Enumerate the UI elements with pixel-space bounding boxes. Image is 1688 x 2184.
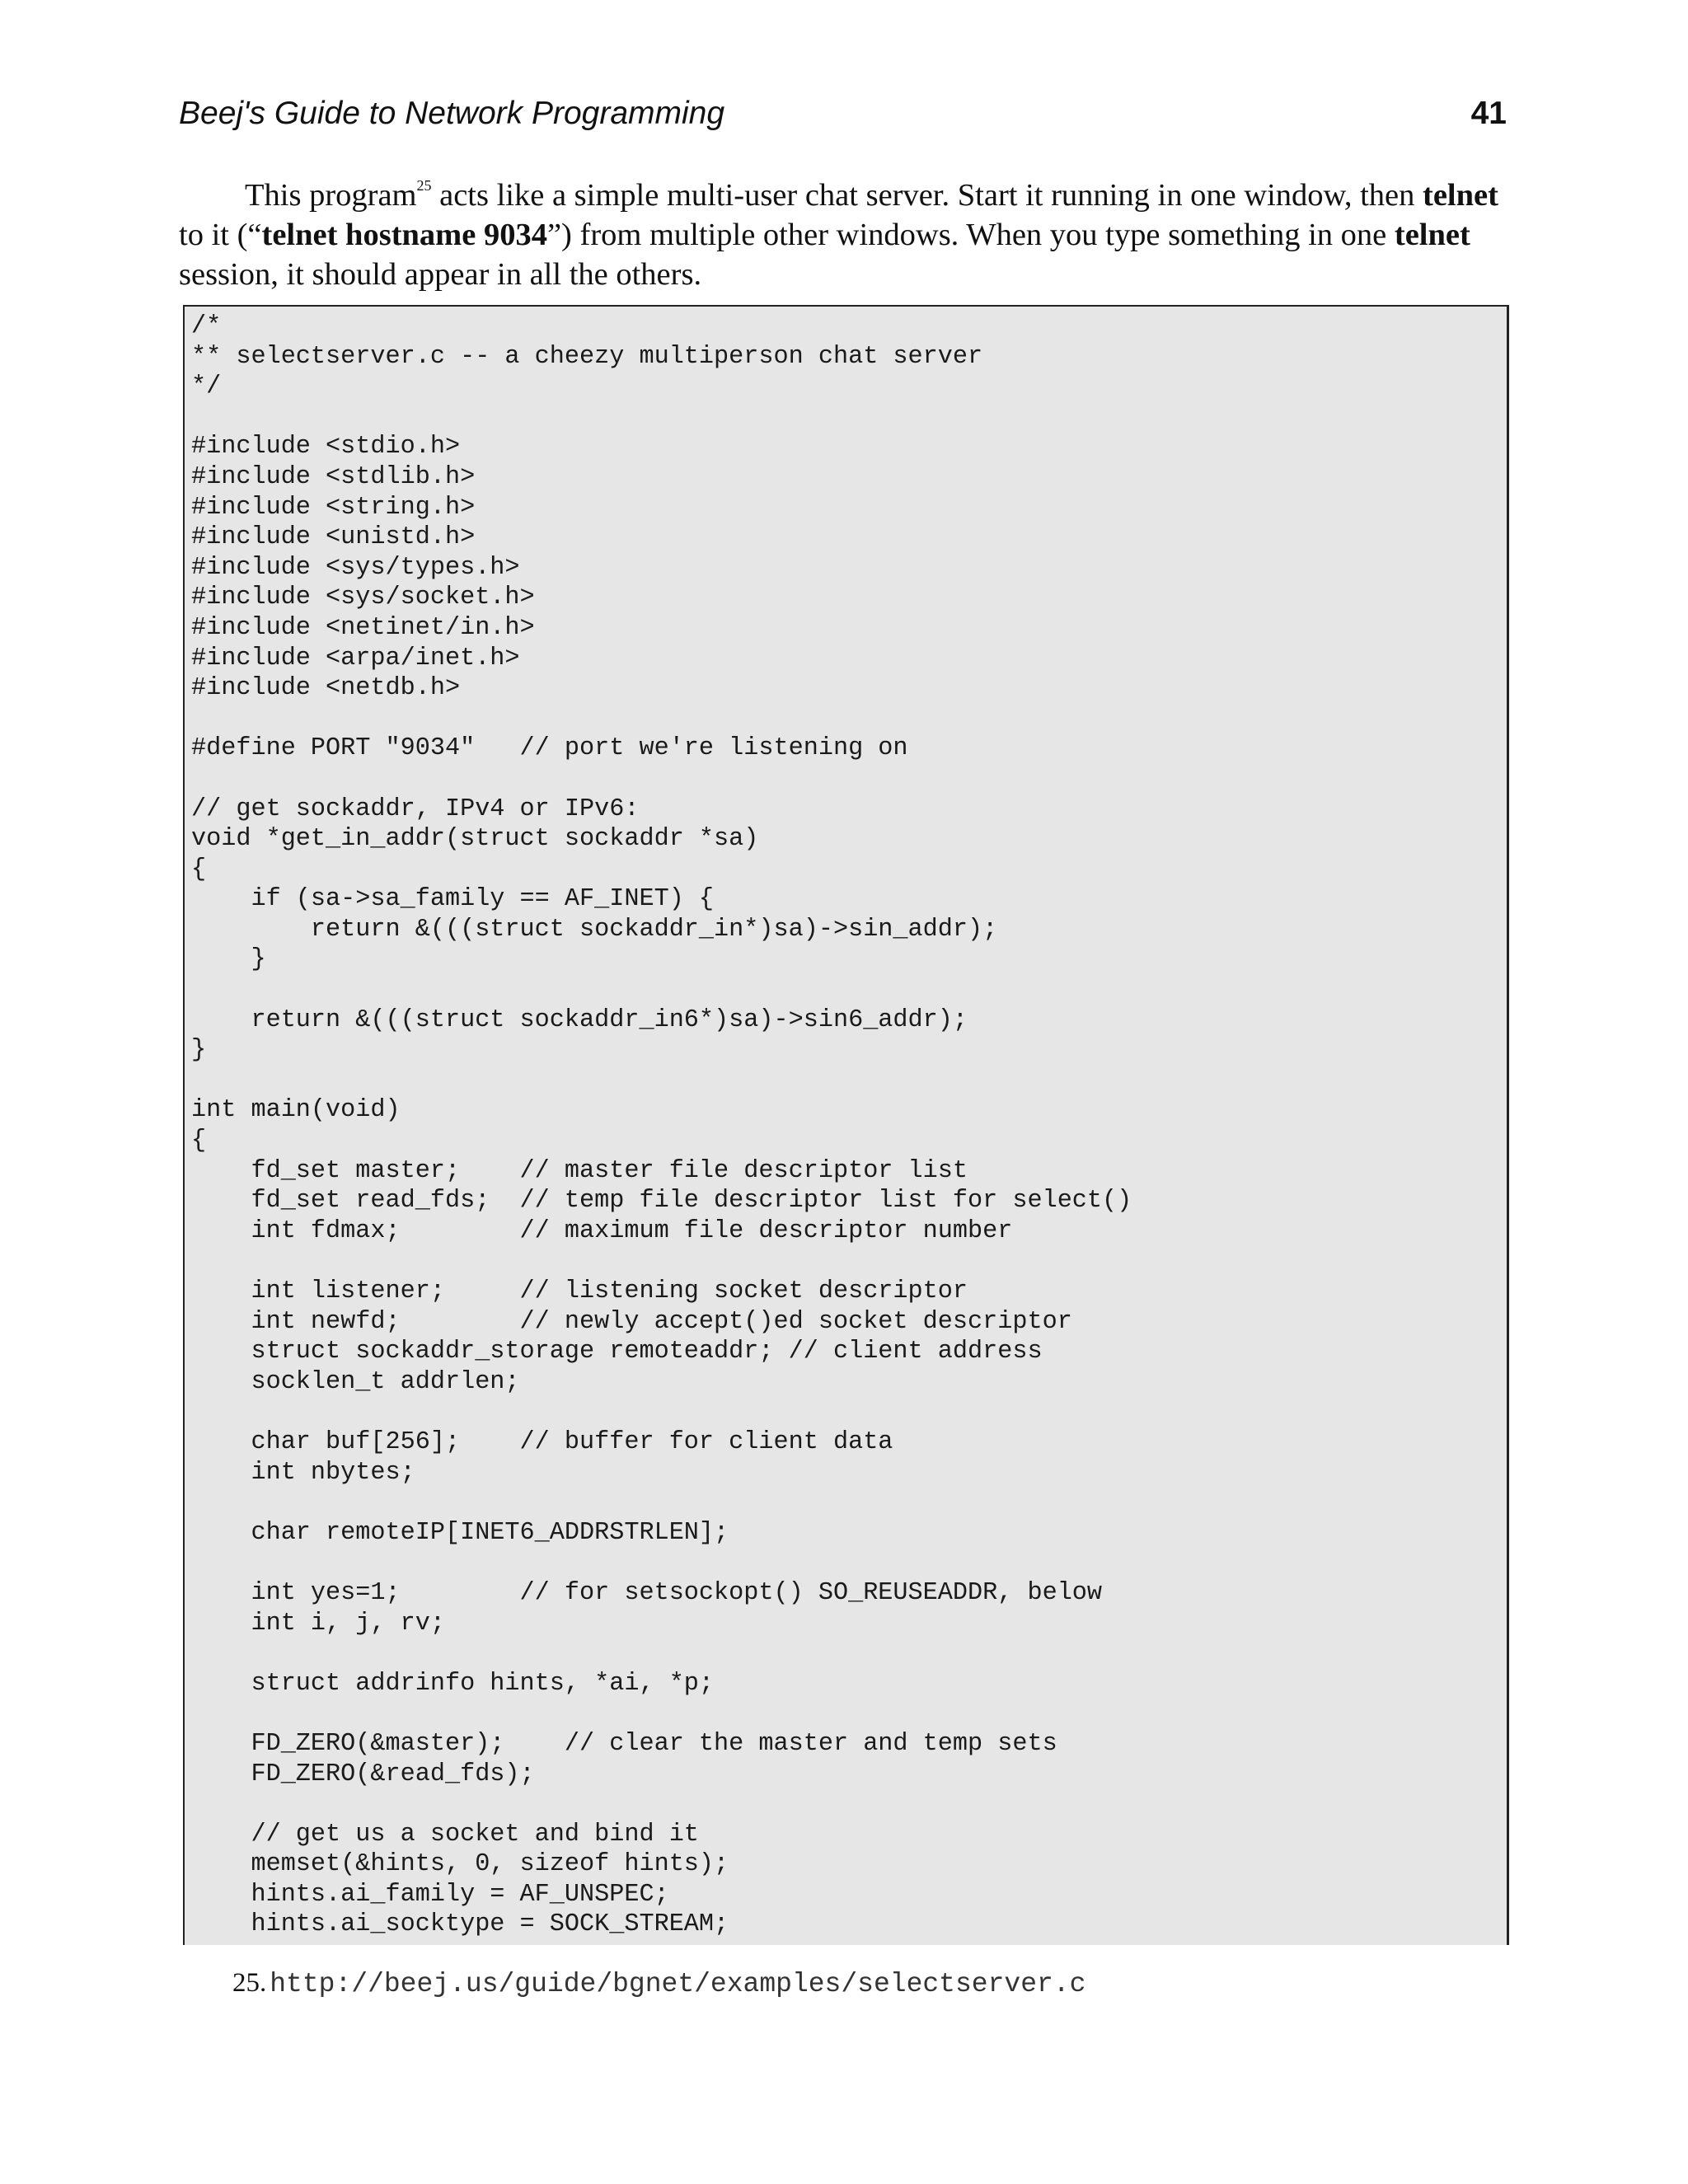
footnote-reference: 25 — [416, 177, 432, 194]
intro-text: to it (“ — [179, 218, 262, 252]
footnote — [232, 1963, 1085, 2008]
command-telnet: telnet — [1394, 218, 1470, 252]
code-listing: /* ** selectserver.c -- a cheezy multiperson chat server */ #include <stdio.h> #include <stdlib.h> #include <string.h> #include <unistd.h> #include <sys/types.h> #include <sys/socket.h> #include <netinet/in.h> #include <arpa/inet.h> #include <netdb.h> #define PORT "9034" // port we're listening on // get sockaddr, IPv4 or IPv6: void *get_in_addr(struct sockaddr *sa) { if (sa->sa_family == AF_INET) { return &(((struct sockaddr_in*)sa)->sin_addr); } return &(((struct sockaddr_in6*)sa)->sin6_addr); } int main(void) { fd_set master; // master file descriptor list fd_set read_fds; // temp file descriptor list for select() int fdmax; // maximum file descriptor number int listener; // listening socket descriptor int newfd; // newly accept()ed socket descriptor struct sockaddr_storage remoteaddr; // client address socklen_t addrlen; char buf[256]; // buffer for client data int nbytes; char remoteIP[INET6_ADDRSTRLEN]; int yes=1; // for setsockopt() SO_REUSEADDR, below int i, j, rv; struct addrinfo hints, *ai, *p; FD_ZERO(&master); // clear the master and temp sets FD_ZERO(&read_fds); // get us a socket and bind it memset(&hints, 0, sizeof hints); hints.ai_family = AF_UNSPEC; hints.ai_socktype = SOCK_STREAM; — [191, 312, 1132, 1939]
intro-text: This program — [245, 178, 417, 213]
footnote-url: http://beej.us/guide/bgnet/examples/selectserver.c — [270, 1969, 1086, 1999]
command-telnet-hostname: telnet hostname 9034 — [261, 218, 547, 252]
intro-text: acts like a simple multi-user chat server. Start it running in one window, then — [431, 178, 1423, 213]
running-header-title: Beej's Guide to Network Programming — [179, 96, 725, 131]
intro-text: session, it should appear in all the others. — [179, 257, 702, 292]
footnote-number: 25. — [232, 1968, 267, 1998]
intro-paragraph — [179, 176, 1514, 294]
code-listing-box — [183, 305, 1509, 1945]
intro-text: ”) from multiple other windows. When you type something in one — [546, 218, 1395, 252]
page-number: 41 — [1470, 96, 1507, 131]
command-telnet: telnet — [1423, 178, 1498, 213]
